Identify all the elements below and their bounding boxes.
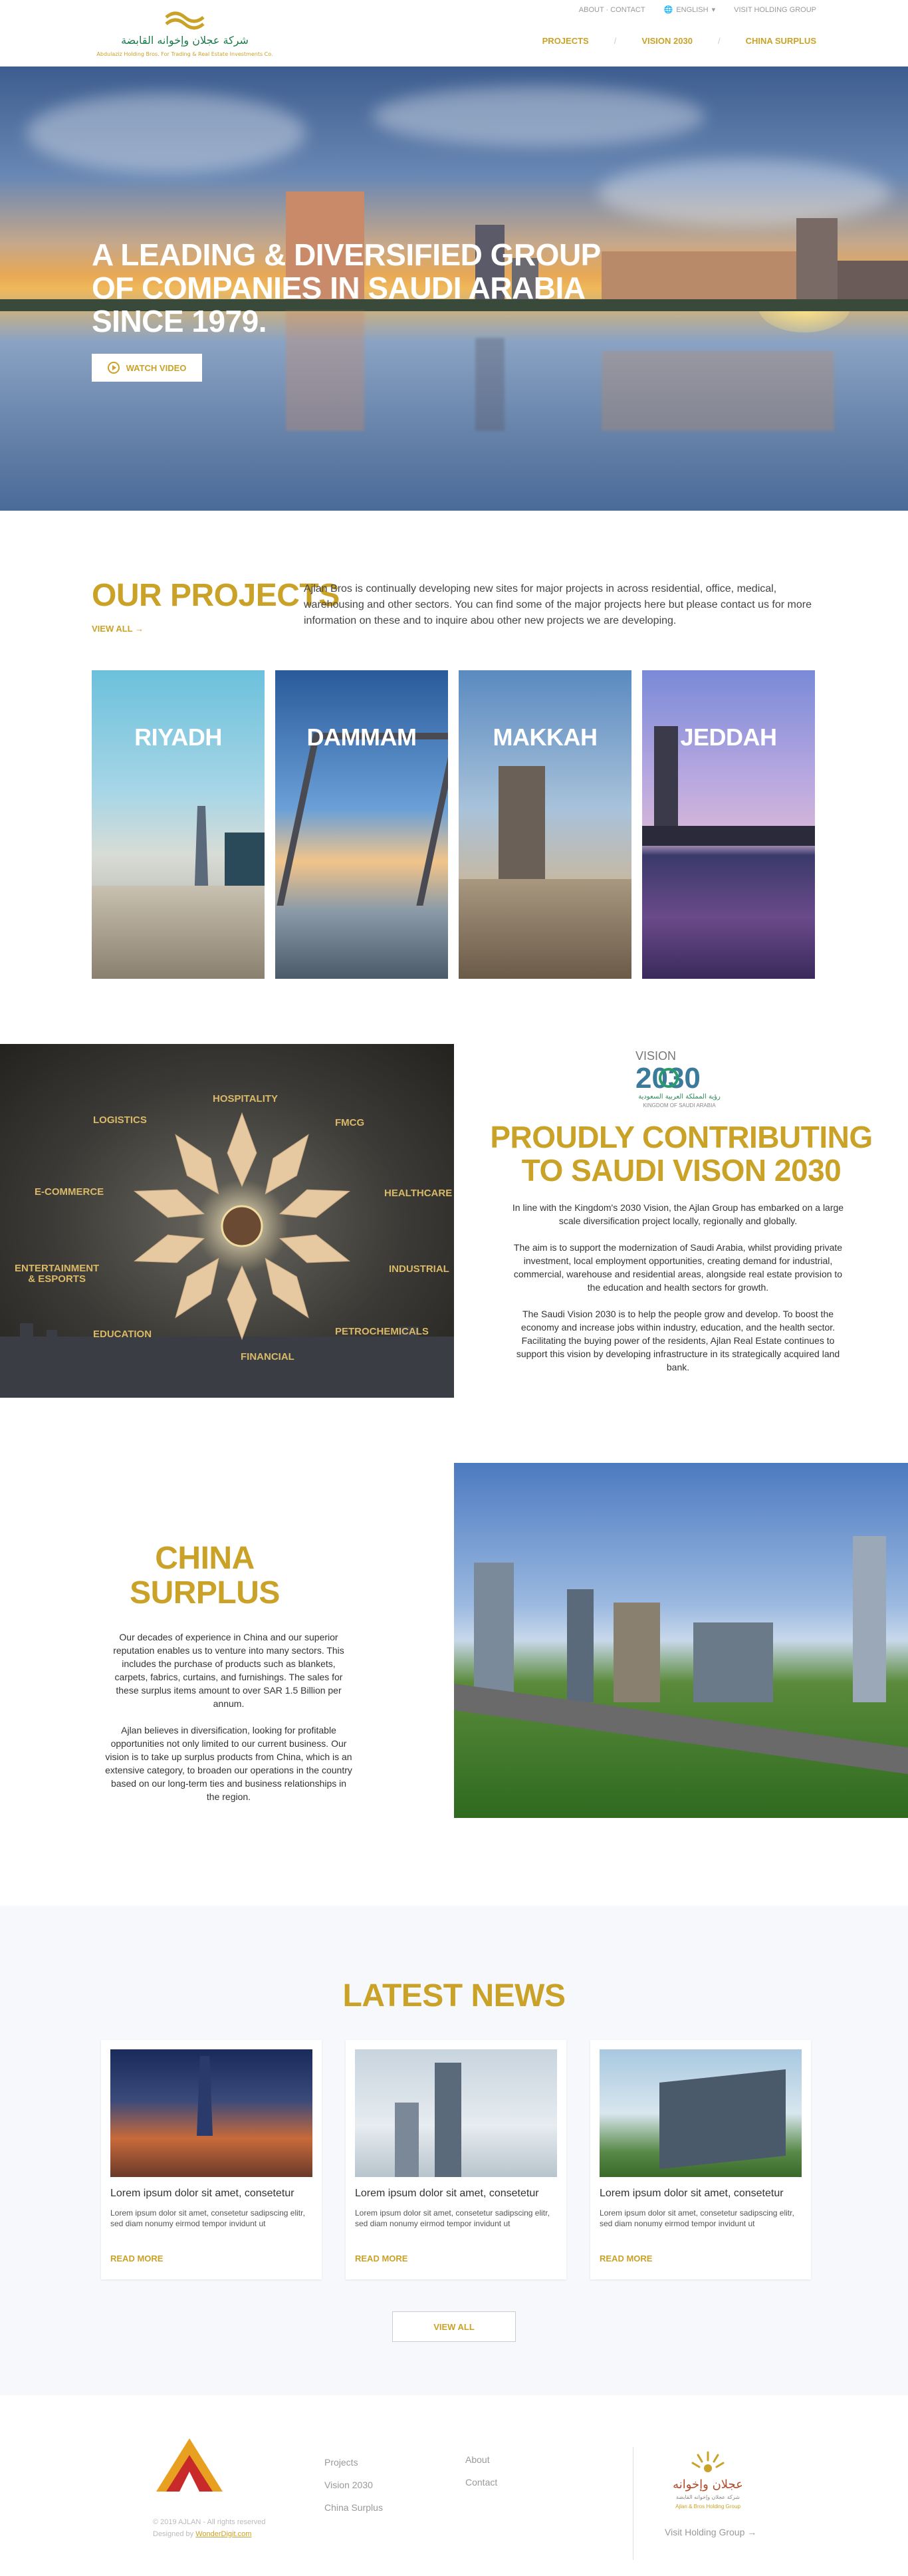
project-card-makkah[interactable] (459, 670, 631, 979)
vision-paragraph: The aim is to support the modernization of Saudi Arabia, whilst providing private investment, local employment opportunities, creating demand for industrial, commercial, warehouse and residential areas, alongside real estate provision to the education and health sectors for growth. (513, 1242, 843, 1293)
nav-separator: / (717, 36, 721, 46)
sector-label-entertainment (15, 1263, 99, 1285)
main-nav (542, 36, 816, 46)
project-card-jeddah[interactable] (642, 670, 815, 979)
project-card-title: JEDDAH (680, 723, 777, 751)
designed-by (153, 2528, 266, 2540)
globe-icon: 🌐 (663, 6, 673, 14)
ajlan-footer-logo[interactable] (153, 2435, 226, 2495)
svg-text:2030: 2030 (635, 1062, 701, 1095)
arrow-right-icon: → (135, 624, 144, 634)
project-cards (92, 670, 815, 979)
svg-text:شركة عجلان وإخوانه القابضة: شركة عجلان وإخوانه القابضة (121, 34, 249, 47)
news-excerpt: Lorem ipsum dolor sit amet, consetetur sadipscing elitr, sed diam nonumy eirmod tempor invidunt ut (600, 2208, 794, 2228)
top-bar (579, 5, 816, 14)
news-cards (101, 2040, 811, 2279)
news-card[interactable] (101, 2040, 322, 2279)
svg-text:VISION: VISION (635, 1049, 677, 1063)
china-title-line: CHINA (155, 1541, 255, 1576)
sector-label-education: EDUCATION (93, 1329, 152, 1340)
city-blocks (92, 886, 265, 979)
sector-label-logistics: LOGISTICS (93, 1114, 147, 1126)
project-card-title: RIYADH (134, 723, 222, 751)
cloud (27, 93, 306, 173)
news-title: Lorem ipsum dolor sit amet, consetetur (355, 2188, 539, 2199)
projects-section (0, 511, 908, 1044)
nav-projects[interactable]: PROJECTS (542, 36, 589, 46)
city-blocks (459, 879, 631, 979)
caret-down-icon: ▾ (711, 6, 716, 14)
highway (454, 1684, 908, 1774)
china-paragraph: Our decades of experience in China and our superior reputation enables us to venture into many sectors. This includes the purchase of products such as blankets, carpets, fabrics, curtains, and furnishings. The sales for these surplus items amount to over SAR 1.5 Billion per annum. (113, 1632, 344, 1709)
hero-title-line: SINCE 1979. (92, 304, 267, 338)
reflection (602, 351, 834, 431)
about-contact-link[interactable]: ABOUT · CONTACT (578, 5, 645, 14)
building (693, 1622, 773, 1702)
sector-label-petrochemicals: PETROCHEMICALS (335, 1326, 429, 1337)
projects-description: Ajlan Bros is continually developing new sites for major projects in across residential, office, medical, warehousing and other sectors. You can find some of the major projects here but please contact us for more information on these and to inquire abou other new projects we are developing. (304, 583, 812, 626)
news-card[interactable] (590, 2040, 811, 2279)
china-surplus-section (0, 1463, 908, 1906)
sector-label-ecommerce: E-COMMERCE (35, 1186, 104, 1198)
sector-wheel-graphic (0, 1044, 454, 1398)
kingdom-tower (197, 2056, 213, 2136)
nav-china-surplus[interactable]: CHINA SURPLUS (745, 36, 816, 46)
svg-text:عجلان وإخوانه: عجلان وإخوانه (673, 2478, 743, 2492)
read-more-link[interactable]: READ MORE (600, 2254, 653, 2263)
sector-label-industrial: INDUSTRIAL (389, 1263, 449, 1275)
reflection (475, 338, 505, 431)
svg-text:Ajlan & Bros Holding Group: Ajlan & Bros Holding Group (675, 2504, 740, 2510)
news-excerpt: Lorem ipsum dolor sit amet, consetetur sadipscing elitr, sed diam nonumy eirmod tempor invidunt ut (110, 2208, 305, 2228)
footer-link-contact[interactable]: Contact (465, 2477, 498, 2488)
project-card-riyadh[interactable] (92, 670, 265, 979)
footer-links-col-1 (324, 2451, 383, 2519)
vision-body (512, 1201, 844, 1387)
vision-title (485, 1120, 877, 1187)
tower (474, 1563, 514, 1696)
news-excerpt: Lorem ipsum dolor sit amet, consetetur sadipscing elitr, sed diam nonumy eirmod tempor invidunt ut (355, 2208, 550, 2228)
cloud (598, 160, 891, 226)
china-surplus-title (105, 1541, 304, 1610)
china-paragraph: Ajlan believes in diversification, looking for profitable opportunities not only limited to our current business. Our vision is to take up surplus products from China, which is an extensive category, to broaden our operations in the country based on our long-term ties and business relationships in the region. (105, 1725, 352, 1802)
project-card-title: MAKKAH (493, 723, 598, 751)
nav-vision-2030[interactable]: VISION 2030 (641, 36, 693, 46)
project-card-title: DAMMAM (306, 723, 417, 751)
news-title: Lorem ipsum dolor sit amet, consetetur (110, 2188, 294, 2199)
vision-paragraph: In line with the Kingdom's 2030 Vision, the Ajlan Group has embarked on a large scale diversification project locally, regionally and globally. (512, 1202, 844, 1226)
tower (614, 1603, 660, 1702)
footer-link-projects[interactable]: Projects (324, 2457, 358, 2468)
projects-view-all-link[interactable] (92, 624, 144, 634)
footer-link-about[interactable]: About (465, 2454, 490, 2465)
vision-paragraph: The Saudi Vision 2030 is to help the people grow and develop. To boost the economy and increase jobs within industry, education, and the health sector. Facilitating the buying power of the residents, Ajlan Real Estate continues to support this vision by developing infrastructure in its strategically acquired land bank. (516, 1309, 840, 1372)
designed-by-label: Designed by (153, 2530, 194, 2538)
visit-holding-group-link[interactable]: VISIT HOLDING GROUP (734, 5, 816, 14)
news-card[interactable] (346, 2040, 566, 2279)
building (838, 261, 908, 305)
news-title: Lorem ipsum dolor sit amet, consetetur (600, 2188, 784, 2199)
hero-title (92, 238, 601, 338)
latest-news-section (0, 1906, 908, 2395)
bridge-frame (277, 733, 448, 906)
sector-label-financial: FINANCIAL (241, 1351, 294, 1362)
sector-label-hospitality: HOSPITALITY (213, 1093, 279, 1104)
vision-title-line: TO SAUDI VISON 2030 (521, 1153, 842, 1188)
latest-news-title: LATEST NEWS (342, 1978, 566, 2013)
beijing-skyline-image (454, 1463, 908, 1818)
hero-title-line: A LEADING & DIVERSIFIED GROUP (92, 237, 601, 272)
site-footer (0, 2395, 908, 2576)
hero-banner (0, 66, 908, 511)
sector-label-healthcare: HEALTHCARE (384, 1188, 453, 1199)
footer-link-china-surplus[interactable]: China Surplus (324, 2502, 383, 2513)
nav-separator: / (614, 36, 617, 46)
company-logo[interactable] (92, 5, 278, 60)
svg-text:شركة عجلان وإخوانه القابضة: شركة عجلان وإخوانه القابضة (676, 2494, 740, 2500)
footer-links-col-2 (465, 2448, 497, 2494)
skyline (642, 826, 815, 846)
tower (395, 2103, 419, 2177)
language-label: ENGLISH (676, 5, 709, 14)
sector-label-line: ENTERTAINMENT (15, 1263, 100, 1274)
tower (853, 1536, 886, 1702)
sector-label-line: & ESPORTS (28, 1273, 86, 1285)
copyright (153, 2516, 266, 2540)
news-image (600, 2049, 802, 2177)
china-surplus-body (105, 1630, 352, 1817)
play-icon (108, 362, 120, 374)
read-more-link[interactable]: READ MORE (355, 2254, 408, 2263)
vision-title-line: PROUDLY CONTRIBUTING (490, 1120, 873, 1154)
news-view-all-button[interactable]: VIEW ALL (392, 2311, 516, 2342)
sector-label-fmcg: FMCG (335, 1117, 365, 1128)
tower (796, 218, 838, 305)
svg-text:Abdulaziz Holding Bros. For Tr: Abdulaziz Holding Bros. For Trading & Real Estate Investments Co. (96, 51, 273, 57)
projects-title: OUR PROJECTS (92, 578, 340, 613)
tower (567, 1589, 594, 1702)
watch-video-button[interactable] (92, 354, 202, 382)
news-image (355, 2049, 557, 2177)
svg-text:KINGDOM OF SAUDI ARABIA: KINGDOM OF SAUDI ARABIA (643, 1102, 716, 1108)
cloud (372, 86, 705, 146)
news-image (110, 2049, 312, 2177)
visit-holding-group-link[interactable]: Visit Holding Group → (665, 2527, 757, 2537)
glass-building (659, 2069, 786, 2169)
view-all-label: VIEW ALL (92, 624, 133, 634)
read-more-link[interactable]: READ MORE (110, 2254, 164, 2263)
site-header (0, 0, 908, 66)
copyright-text: © 2019 AJLAN - All rights reserved (153, 2518, 266, 2526)
designer-link[interactable]: WonderDigit.com (195, 2530, 252, 2538)
hero-title-line: OF COMPANIES IN SAUDI ARABIA (92, 271, 586, 305)
holding-group-logo[interactable] (665, 2447, 751, 2520)
tower (435, 2063, 461, 2177)
watch-video-label: WATCH VIDEO (126, 362, 187, 373)
vision-2030-logo (633, 1044, 726, 1117)
project-card-dammam[interactable] (275, 670, 448, 979)
language-selector[interactable] (664, 5, 716, 14)
vision-section (0, 1044, 908, 1463)
footer-link-vision-2030[interactable]: Vision 2030 (324, 2480, 373, 2490)
svg-text:رؤية المملكة العربية السعودية: رؤية المملكة العربية السعودية (638, 1093, 721, 1100)
china-title-line: SURPLUS (130, 1575, 280, 1610)
